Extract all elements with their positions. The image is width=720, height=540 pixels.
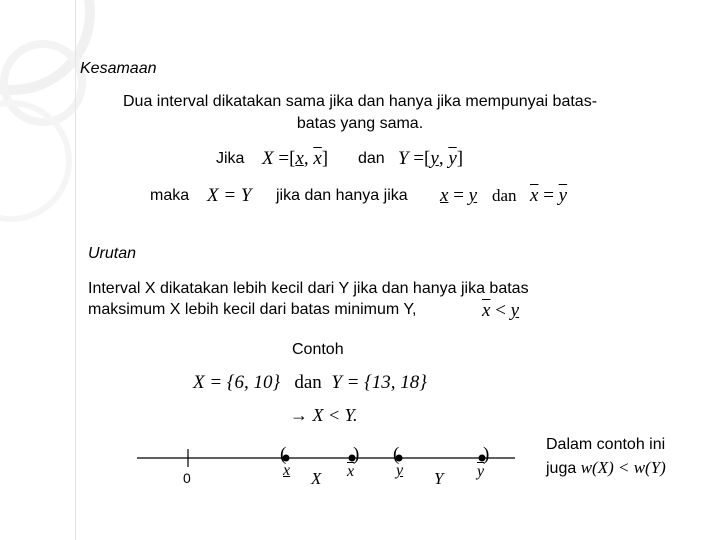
kesamaan-definition-line1: Dua interval dikatakan sama jika dan hanya jika mempunyai batas- <box>122 93 598 110</box>
label-interval-y: Y <box>434 469 444 488</box>
set-y-text: Y = {13, 18} <box>331 372 427 393</box>
arrow-icon: → <box>290 405 308 425</box>
equation-x-equals-y: X = Y <box>207 185 252 206</box>
note-line1: Dalam contoh ini <box>546 436 666 453</box>
note-math: w(X) < w(Y) <box>580 458 666 477</box>
label-y-lower: y <box>396 462 404 479</box>
eq-symbol: = <box>413 148 425 169</box>
eq-symbol: y <box>468 185 478 206</box>
label-maka: maka <box>150 187 190 204</box>
bracket-y-open: ( <box>393 444 400 465</box>
label-zero: 0 <box>183 470 191 486</box>
label-dan: dan <box>358 150 385 167</box>
label-interval-x: X <box>311 469 322 488</box>
eq-symbol: x <box>440 185 449 206</box>
eq-symbol: = <box>543 185 554 206</box>
bracket-x-open: ( <box>280 444 287 465</box>
eq-symbol: $\overline{y}$ <box>558 185 568 206</box>
urutan-definition-line2: maksimum X lebih kecil dari batas minimum Y, <box>88 301 417 318</box>
label-x-lower: x <box>283 462 291 479</box>
eq-symbol: $\overline{x}$ <box>313 148 322 169</box>
label-dan-serif: dan <box>492 186 517 205</box>
set-dan: dan <box>294 372 322 393</box>
eq-symbol: = <box>453 185 464 206</box>
label-jika: Jika <box>216 150 245 167</box>
eq-symbol: = <box>278 148 290 169</box>
kesamaan-definition-line2: batas yang sama. <box>296 115 424 132</box>
set-x-text: X = {6, 10} <box>193 372 281 393</box>
conclusion-text: X < Y. <box>312 405 358 425</box>
eq-symbol: ] <box>456 148 464 169</box>
heading-urutan: Urutan <box>88 245 137 262</box>
eq-symbol: y <box>430 148 439 169</box>
bracket-y-close: ) <box>483 444 490 465</box>
eq-symbol: Y <box>398 148 409 169</box>
eq-symbol: $\overline{y}$ <box>448 148 457 169</box>
eq-symbol: ] <box>321 148 329 169</box>
label-jika-dan-hanya-jika: jika dan hanya jika <box>276 187 408 204</box>
eq-symbol: , <box>438 148 444 169</box>
eq-symbol: y <box>510 300 520 321</box>
label-x-upper: $\overline{x}$ <box>347 463 355 480</box>
bracket-x-close: ) <box>353 444 360 465</box>
eq-symbol: X <box>262 148 274 169</box>
eq-symbol: [ <box>424 148 431 169</box>
eq-symbol: $\overline{x}$ <box>482 300 491 321</box>
label-y-upper: $\overline{y}$ <box>477 463 485 480</box>
eq-symbol: < <box>495 300 506 321</box>
eq-symbol: $\overline{x}$ <box>530 185 539 206</box>
eq-symbol: [ <box>289 148 296 169</box>
eq-symbol: x <box>295 148 304 169</box>
note-line2 <box>546 458 666 478</box>
urutan-definition-line1: Interval X dikatakan lebih kecil dari Y jika dan hanya jika batas <box>88 280 529 297</box>
heading-kesamaan: Kesamaan <box>80 60 157 77</box>
heading-contoh: Contoh <box>292 341 344 358</box>
eq-symbol: , <box>303 148 309 169</box>
note-prefix: juga <box>546 460 581 477</box>
